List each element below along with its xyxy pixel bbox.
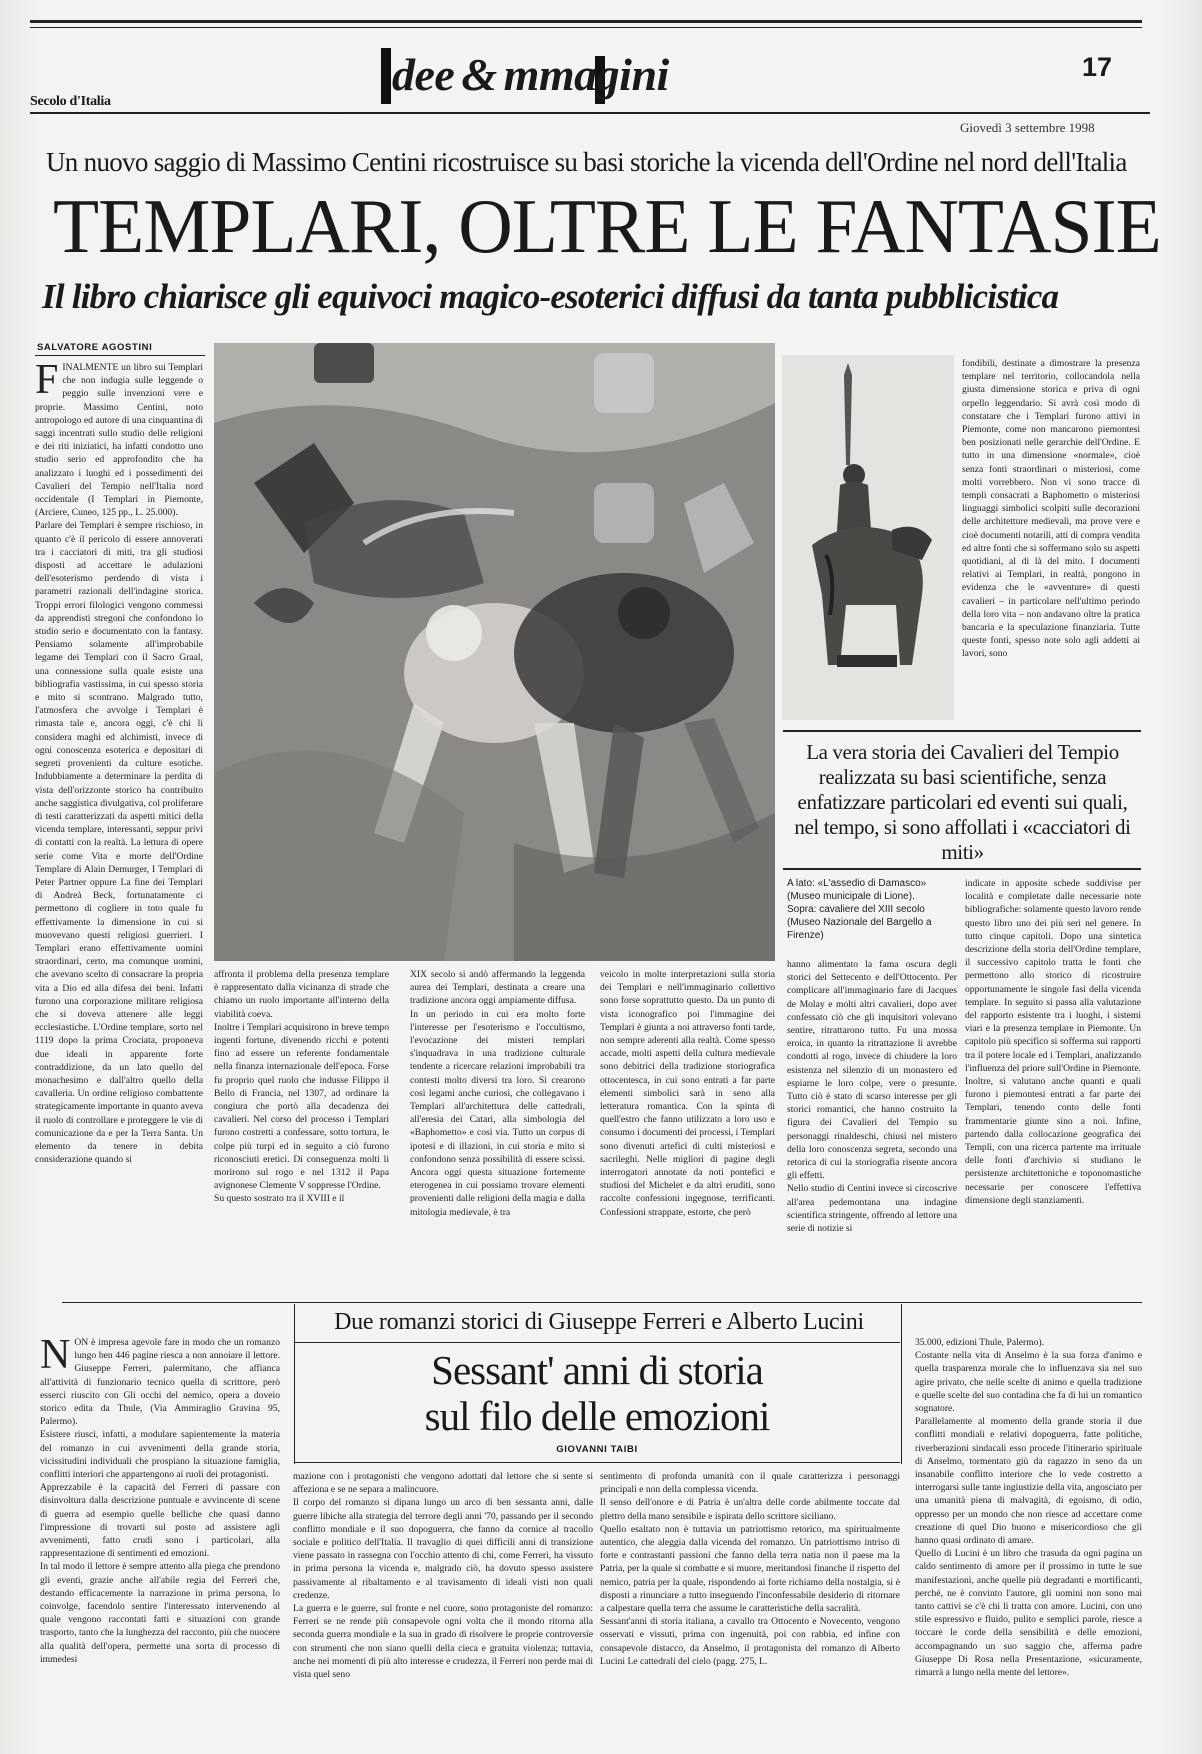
top-rule xyxy=(30,20,1142,23)
paper-name: Secolo d'Italia xyxy=(30,94,111,109)
issue-date: Giovedì 3 settembre 1998 xyxy=(960,120,1095,135)
section-title: dee & mmagini xyxy=(392,49,669,100)
second-article-column-3: sentimento di profonda umanità con il quale caratterizza i personaggi principali e non della complessa vicenda. Il senso dell'onore e di Patria è un'altra delle corde abilmente toccate dal plettro della mano sensibile e ispirata dello scrittore siciliano. Quello esaltato non è tuttavia un patriottismo retorico, ma spiritualmente autentico, che aleggia dalla vicenda del romanzo. Un patriottismo intriso di forte e contrastanti passioni che fanno della terra natia non il paese ma la Patria, per la quale si combatte e si muore, meritandosi finanche il rispetto del nemico, patria per la quale, rispondendo ai forte richiamo della nostalgia, si è disposti a rinunciare a tutto inseguendo l'inconfessabile desiderio di ritornare a calpestare quella terra che assume le caratteristiche della sacralità. Sessant'anni di storia italiana, a cavallo tra Ottocento e Novecento, vengono osservati e vissuti, prima con ingenuità, poi con rabbia, ed infine con consapevole distacco, da Anselmo, il protagonista del romanzo di Alberto Lucini Le cattedrali del cielo (pagg. 275, L. xyxy=(600,1471,900,1667)
second-drop-cap: N xyxy=(40,1336,71,1378)
statuette-illustration xyxy=(782,355,954,720)
photo-illustration xyxy=(214,343,775,961)
pullquote-rule-top xyxy=(783,730,1141,732)
article-column-2: affronta il problema della presenza templare è rappresentato dalla vicinanza di strade che chiamo un ruolo importante all'interno della viabilità coeva. Inoltre i Templari acquisirono in breve tempo ingenti fortune, divenendo ricchi e potenti fino ad essere un referente fondamentale nella finanza internazionale dell'epoca. Forse fu proprio quel ruolo che indusse Filippo il Bello di Francia, nel 1307, ad ordinare la congiura che portò alla decadenza dei cavalieri. Nel corso del processo i Templari furono costretti a confessare, sotto tortura, le colpe più turpi ed in seguito a ciò furono riconosciuti eretici. Di conseguenza molti li morirono sul rogo e nel 1312 il Papa avignonese Clemente V soppresse l'Ordine. Su questo sostrato tra il XVIII e il xyxy=(214,969,389,1205)
article-column-6-top: fondibili, destinate a dimostrare la presenza templare nel territorio, collocandola nella giusta dimensione storica e priva di ogni orpello leggendario. Si avrà così modo di constatare che i Templari furono attivi in Piemonte, come non mancarono piemontesi ben posizionati nelle gerarchie dell'Ordine. E tutto in una dimensione «normale», cioè senza fonti straordinari o misteriosi, come molti vorrebbero. Non vi sono tracce di templi consacrati a Baphometto o misteriosi linguaggi simbolici scolpiti sulle decorazioni delle architetture medievali, ma prove vere e cioè documenti notarili, atti di compra vendita ed altre fonti che si soffermano solo su aspetti quotidiani, al di là del mito. I documenti relativi ai Templari, in realtà, pongono in evidenza che le «avventure» di questi cavalieri – in particolare nell'ultimo periodo della loro vita – non andavano oltre la pratica bancaria e la speculazione finanziaria. Tutte queste fonti, spesso note solo agli addetti ai lavori, sono xyxy=(962,358,1140,660)
second-article-column-1 xyxy=(40,1336,280,1731)
second-article-column-4: 35.000, edizioni Thule, Palermo). Costante nella vita di Anselmo è la sua forza d'animo e quella trasparenza morale che lo influenzava sia nel suo agire privato, che nelle scelte di animo e quella tradizione e quelle scelte del suo contadina che fa di lui un romantico sognatore. Parallelamente al momento della grande storia il due conflitti mondiali e relativi dopoguerra, fatte politiche, riverberazioni sindacali esso procede l'itinerario spirituale di Anselmo, tormentato giù da ragazzo in seno da un insanabile conflitto interiore che lo vede costretto a interrogarsi sulle tante ingiustizie della vita, angosciato per una umanità piena di malvagità, di egoismo, di odio, oppresso per un mondo che non riesce ad accettare come creazione di quel Dio buono e misericordioso che gli hanno quasi ordinato di amare. Quello di Lucini è un libro che trasuda da ogni pagina un caldo sentimento di amore per il prossimo in tutte le sue manifestazioni, anche quelle più degradanti e mortificanti, perché, ne è convinto l'autore, gli uomini non sono mai tanto cattivi se c'è chi li tratta con amore. Lucini, con uno stile espressivo e fluido, pulito e semplici parole, riesce a toccare le corde della sensibilità e delle emozioni, accompagnando un suo saggio che, afferma padre Giuseppe Di Rosa nella Presentazione, «sicuramente, rimarrà a lungo nella mente del lettore». xyxy=(915,1337,1142,1679)
article-column-3: XIX secolo si andò affermando la leggenda aurea dei Templari, destinata a creare una tradizione ancora oggi ampiamente diffusa. In un periodo in cui era molto forte l'interesse per l'esoterismo e l'occultismo, l'evocazione dei misteri templari s'inquadrava in una tradizione culturale tendente a ricercare relazioni improbabili tra contesti molto diversi tra loro. Si crearono così legami anche curiosi, che collegavano i Templari all'architettura delle cattedrali, all'eresia dei Catari, alla simbologia del «Baphometto» e così via. Tutto un corpus di ipotesi e di illazioni, in cui storia e mito si confondono senza possibilità di essere scissi. Ancora oggi questa situazione fortemente eterogenea in cui possiamo trovare elementi provenienti dalle religioni della magia e dalla mitologia medievale, è tra xyxy=(410,969,585,1218)
siege-of-damascus-photo xyxy=(214,343,775,961)
masthead-underline xyxy=(30,112,1150,114)
article-column-4: veicolo in molte interpretazioni sulla storia dei Templari e nell'immaginario collettivo sono forse soprattutto questo. Da un punto di vista iconografico poi l'immagine dei Templari è giunta a noi attraverso fonti tarde, non sempre aderenti alla realtà. Come spesso accade, molti aspetti della cultura medievale sono debitrici della tradizione storiografica ottocentesca, in cui sono entrati a far parte elementi simbolici sarà in seno alla letteratura romantica. Con la spinta di quell'estro che fanno utilizzato a loro uso e consumo i documenti dei processi, i Templari sono divenuti artefici di culti misteriosi e sacrileghi. Nelle migliori di pagine degli interrogatori annotate da noti pontefici e studiosi del Michelet e da altri eruditi, sono raccolte confessioni ingegnose, terrificanti. Confessioni strappate, estorte, che però xyxy=(600,969,775,1218)
second-article-byline: GIOVANNI TAIBI xyxy=(556,1444,638,1455)
top-rule-thin xyxy=(30,27,1142,28)
section-marker xyxy=(381,48,391,104)
pull-quote: La vera storia dei Cavalieri del Tempio realizzata su basi scientifiche, senza enfatizzare particolari ed eventi sui quali, nel tempo, si sono affollati i «cacciatori di miti» xyxy=(794,740,1131,864)
article-kicker: Un nuovo saggio di Massimo Centini ricostruisce su basi storiche la vicenda dell'Ordine nel nord dell'Italia xyxy=(46,147,1127,177)
article-divider xyxy=(62,1302,1142,1303)
second-column-text: ON è impresa agevole fare in modo che un romanzo lungo ben 446 pagine riesca a non annoiare il lettore. Giuseppe Ferreri, palermitano, che affianca all'attività di funzionario tecnico quella di scrittore, però esserci riuscito con Gli occhi del nemico, opera a doveio storico edita da Thule, (Via Ammiraglio Gravina 95, Palermo). Esistere riuscì, infatti, a modulare sapientemente la materia del romanzo in cui avvenimenti della grande storia, vicissitudini individuali che prospiano la situazione famiglia, conflitti interiori che appartengono ai ruoli dei protagonisti. Apprezzabile è la capacità del Ferreri di passare con disinvoltura dalla descrizione puntuale e avvincente di scene di guerra ad esempio quelle belliche che quasi danno l'impressione di trovarti sul posto ad assistere agli avvenimenti, fatto crudi sono i particolari, alla rappresentazione di sentimenti ed emozioni. In tal modo il lettore è sempre attento alla piega che prendono gli eventi, grazie anche all'abile regia del Ferreri che, destando efficacemente la narrazione in prima persona, lo coinvolge, facendolo sentire l'interessato intervenendo al quale vengono raccontati fatti e situazioni con grande trasporto, tanto che la lunghezza del racconto, più che nuocere alla qualità dell'opera, permette una sorta di processo di immedesi xyxy=(40,1337,280,1665)
article-column-1 xyxy=(35,361,203,1276)
second-article-headline-1: Sessant' anni di storia xyxy=(431,1347,763,1393)
article-column-5: hanno alimentato la fama oscura degli storici del Settecento e dell'Ottocento. Per complicare all'immaginario fare di Jacques de Molay e molti altri cavalieri, dopo aver confessato ciò che gli inquisitori volevano sentire, ritrattarono tutto. Fu una mossa eroica, in quanto la ritrattazione li avrebbe condotti al rogo, invece di chiudere la loro esistenza nel silenzio di un monastero ed espiarne le loro colpe, vere o presunte. Tutto ciò è stato di scarso interesse per gli storici romantici, che hanno costruito la figura dei Cavalieri del Tempio su personaggi rinaldeschi, chiusi nel mistero della loro conoscenza segreta, secondo una retorica di cui la storiografia risente ancora gli effetti. Nello studio di Centini invece si circoscrive all'area pedemontana una indagine scientifica stringente, offrendo al lettore una serie di notizie si xyxy=(787,959,957,1235)
second-article-column-2: mazione con i protagonisti che vengono adottati dal lettore che si sente si affeziona e se ne separa a malincuore. Il corpo del romanzo si dipana lungo un arco di ben sessanta anni, dalle guerre libiche alla strategia del terrore degli anni '70, passando per il secondo conflitto mondiale e il suo dopoguerra, che fanno da cornice al tracollo sociale e politico dell'Italia. Il travaglio di quei difficili anni di transizione viene passato in rassegna con l'occhio attento di chi, come Ferreri, ha vissuto in prima persona la vicenda e, malgrado ciò, ha dovuto spesso assistere passivamente al ribaltamento e al travisamento di ideali visti non quali credenze. La guerra e le guerre, sul fronte e nel cuore, sono protagoniste del romanzo: Ferreri se ne rende più consapevole ogni volta che il mondo ritorna alla seconda guerra mondiale e la sua in grado di risolvere le proprie controversie con strumenti che non siano quelli della cieca e gratuita violenza; tuttavia, anche nei momenti di più alto interesse e crudezza, il Ferreri non perde mai di vista quel seno xyxy=(293,1471,593,1681)
article-column-6-bottom: indicate in apposite schede suddivise per località e completate dalle necessarie note bibliografiche: solamente questo lavoro rende questo libro uno dei più seri nel genere. In tutto cinque capitoli. Dopo una sintetica descrizione della storia dell'Ordine templare, il successivo capitolo tratta le fonti che permettono allo storico di ricostruire opportunamente le singole fasi della vicenda templare. In seguito si passa alla valutazione del rapporto esistente tra i luoghi, i sistemi viari e la presenza templare in Piemonte. Un capitolo più specifico si sofferma sui rapporti tra il potere locale ed i Templari, analizzando l'influenza del priore sull'Ordine in Piemonte. Inoltre, si valutano anche quanti e quali furono i piemontesi entrati a far parte dei Templari, tenendo conto delle fonti frammentarie giunte sino a noi. Infine, partendo dalla collocazione geografica dei Templi, con una ricerca partente ma irrituale delle fonti d'archivio si studiano le persistenze architettoniche e toponomastiche necessarie per conoscere l'effettiva dimensione degli stanziamenti. xyxy=(965,878,1141,1206)
article-headline: TEMPLARI, OLTRE LE FANTASIE xyxy=(53,183,1161,269)
page-number: 17 xyxy=(1082,52,1113,82)
byline-rule xyxy=(35,355,205,356)
knight-statuette-photo xyxy=(782,355,954,720)
column-text: INALMENTE un libro sui Templari che non indugia sulle leggende o peggio sulle invenzioni vere e proprie. Massimo Centini, noto antropologo ed autore di una cinquantina di saggi incentrati sullo studio delle religioni e dei riti iniziatici, ha infatti condotto uno studio serio ed approfondito che ha analizzato i luoghi ed i possedimenti dei Cavalieri del Tempio nell'Italia nord occidentale (I Templari in Piemonte, (Arciere, Cuneo, 125 pp., L. 25.000). Parlare dei Templari è sempre rischioso, in quanto c'è il pericolo di essere annoverati tra i cacciatori di miti, tra gli studiosi disposti ad accettare le adulazioni dell'esoterismo perdendo di vista i parametri razionali dell'indagine storica. Troppi errori filologici vengono commessi da apprendisti stregoni che confondono lo studio serio e documentato con la fantasy. Pensiamo solamente all'improbabile legame dei Templari con il Sacro Graal, una connessione sulla quale esiste una bibliografia vastissima, in cui spesso storia e mito si scontrano. Malgrado tutto, l'atmosfera che avvolge i Templari è rimasta tale e, ancora oggi, c'è chi li considera maghi ed alchimisti, invece di ogni conoscenza esoterica e depositari di segreti provenienti da culture esotiche. Indubbiamente a determinare la perdita di vista dell'orizzonte storico ha contribuito anche saggistica divulgativa, col proliferare di testi caratterizzati da aspetti mitici della vicenda templare, interessanti, seppur privi di contatti con la realtà. La lettura di opere serie come Vita e morte dell'Ordine Templare di Alain Demurger, I Templari di Peter Partner oppure La fine dei Templari di Andreà Beck, fortunatamente ci permettono di cogliere in toto quale fu effettivamente la dimensione in cui si muovevano questi religiosi guerrieri. I Templari erano effettivamente uomini straordinari, certo, ma comunque uomini, che avevano scelto di consacrare la propria vita a Dio ed alla difesa dei beni. Infatti furono una corporazione militare religiosa che si doveva attenere alle leggi ecclesiastiche. L'Ordine templare, sorto nel 1119 dopo la prima Crociata, proponeva due ideali in apparente forte contraddizione, da un lato quello del monachesimo e dall'altro quello della cavalleria. Un ordine religioso combattente strategicamente importante in quanto aveva il ruolo di controllare e proteggere le vie di comunicazione da e per la Terra Santa. Un elemento da tenere in debita considerazione quando si xyxy=(35,362,203,1166)
second-article-headline-2: sul filo delle emozioni xyxy=(424,1393,770,1439)
second-article-kicker: Due romanzi storici di Giuseppe Ferreri e Alberto Lucini xyxy=(334,1309,864,1335)
article-byline: SALVATORE AGOSTINI xyxy=(37,342,153,353)
drop-cap: F xyxy=(35,361,59,403)
second-byline-rule xyxy=(294,1462,900,1463)
photo-caption: A lato: «L'assedio di Damasco» (Museo municipale di Lione). Sopra: cavaliere del XIII secolo (Museo Nazionale del Bargello a Firenze) xyxy=(787,878,932,941)
pullquote-rule-bottom xyxy=(783,868,1141,870)
second-kicker-rule xyxy=(294,1342,900,1343)
article-subheadline: Il libro chiarisce gli equivoci magico-esoterici diffusi da tanta pubblicistica xyxy=(42,277,1059,316)
